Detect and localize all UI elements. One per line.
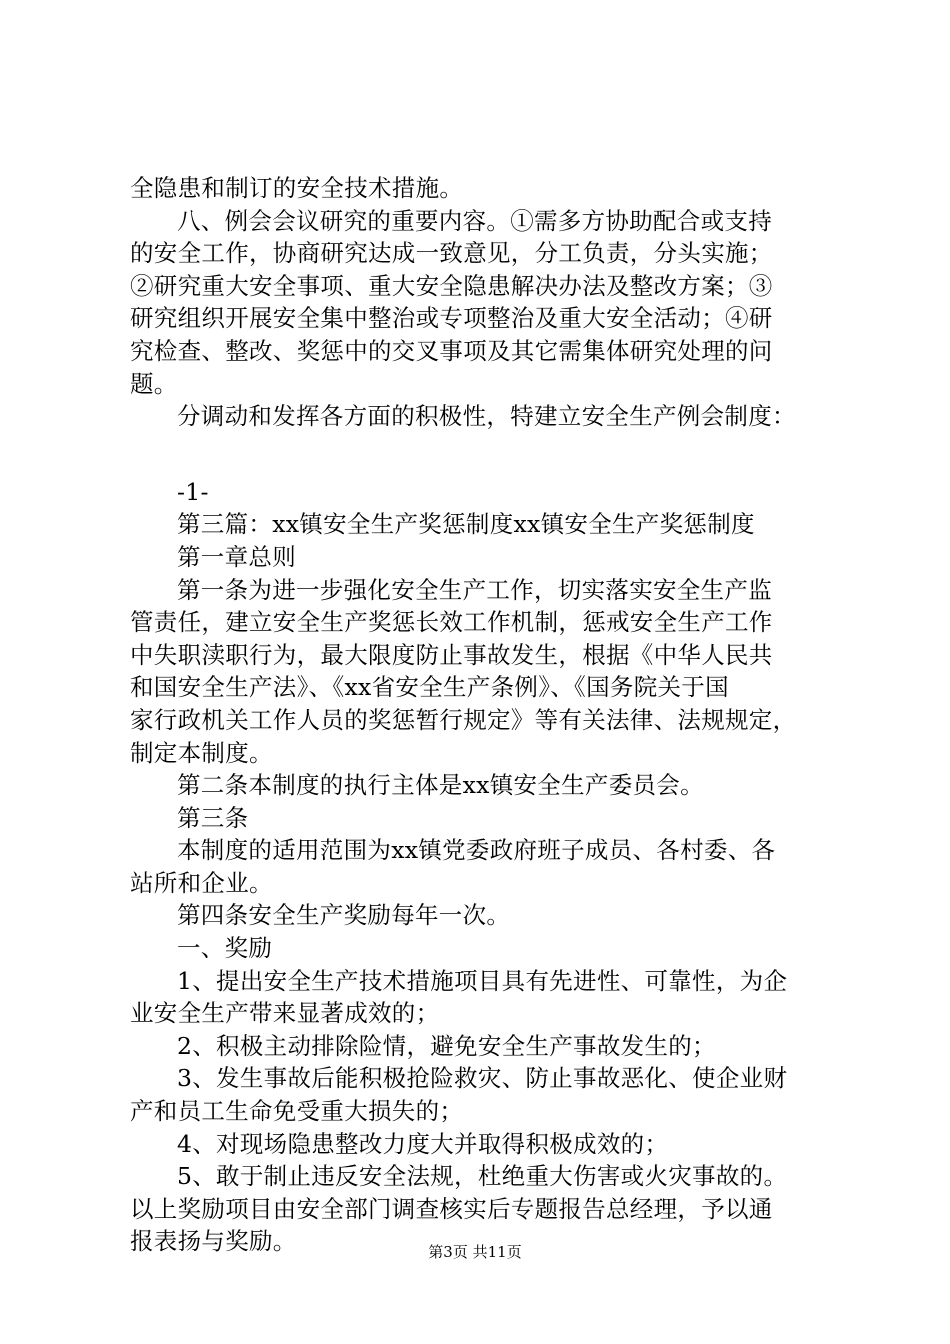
text-line: 4、对现场隐患整改力度大并取得积极成效的； <box>177 1129 669 1158</box>
text-line: 第一条为进一步强化安全生产工作，切实落实安全生产监 <box>177 575 772 604</box>
text-line: 第四条安全生产奖励每年一次。 <box>177 901 511 930</box>
text-line: ②研究重大安全事项、重大安全隐患解决办法及整改方案；③ <box>130 271 773 300</box>
text-line: 分调动和发挥各方面的积极性，特建立安全生产例会制度： <box>177 402 796 431</box>
text-line: 报表扬与奖励。 <box>130 1227 297 1256</box>
text-line: 本制度的适用范围为xx镇党委政府班子成员、各村委、各 <box>177 836 776 865</box>
text-line: 和国安全生产法》、《xx省安全生产条例》、《国务院关于国 <box>130 673 729 702</box>
text-line: 第二条本制度的执行主体是xx镇安全生产委员会。 <box>177 771 704 800</box>
text-line: 第三篇：xx镇安全生产奖惩制度xx镇安全生产奖惩制度 <box>177 510 755 539</box>
text-line: 业安全生产带来显著成效的； <box>130 999 440 1028</box>
text-line: 产和员工生命免受重大损失的； <box>130 1097 464 1126</box>
text-line: 一、奖励 <box>177 934 273 963</box>
text-line: 题。 <box>130 369 178 398</box>
text-line: 2、积极主动排除险情，避免安全生产事故发生的； <box>177 1031 716 1060</box>
text-line: 5、敢于制止违反安全法规，杜绝重大伤害或火灾事故的。 <box>177 1162 788 1191</box>
text-line: 究检查、整改、奖惩中的交叉事项及其它需集体研究处理的问 <box>130 336 773 365</box>
document-body <box>130 172 830 1258</box>
text-line: 第三条 <box>177 803 249 832</box>
text-line: 全隐患和制订的安全技术措施。 <box>130 174 464 202</box>
text-block-top <box>130 172 830 433</box>
text-line: 中失职渎职行为，最大限度防止事故发生，根据《中华人民共 <box>130 640 773 669</box>
text-line: 制定本制度。 <box>130 738 273 767</box>
text-line: 站所和企业。 <box>130 868 273 897</box>
text-line: 的安全工作，协商研究达成一致意见，分工负责，分头实施； <box>130 239 773 268</box>
text-line: 八、例会会议研究的重要内容。①需多方协助配合或支持 <box>177 206 772 235</box>
text-line: 3、发生事故后能积极抢险救灾、防止事故恶化、使企业财 <box>177 1064 788 1093</box>
section-gap <box>130 433 830 476</box>
page-footer: 第3页 共11页 <box>428 1243 522 1261</box>
text-line: -1- <box>177 477 209 506</box>
text-line: 管责任，建立安全生产奖惩长效工作机制，惩戒安全生产工作 <box>130 608 773 637</box>
text-line: 研究组织开展安全集中整治或专项整治及重大安全活动；④研 <box>130 304 773 333</box>
text-line: 1、提出安全生产技术措施项目具有先进性、可靠性，为企 <box>177 966 788 995</box>
text-block-main <box>130 476 830 1258</box>
text-line: 以上奖励项目由安全部门调查核实后专题报告总经理，予以通 <box>130 1194 773 1223</box>
text-line: 家行政机关工作人员的奖惩暂行规定》等有关法律、法规规定， <box>130 705 797 734</box>
text-line: 第一章总则 <box>177 542 296 571</box>
